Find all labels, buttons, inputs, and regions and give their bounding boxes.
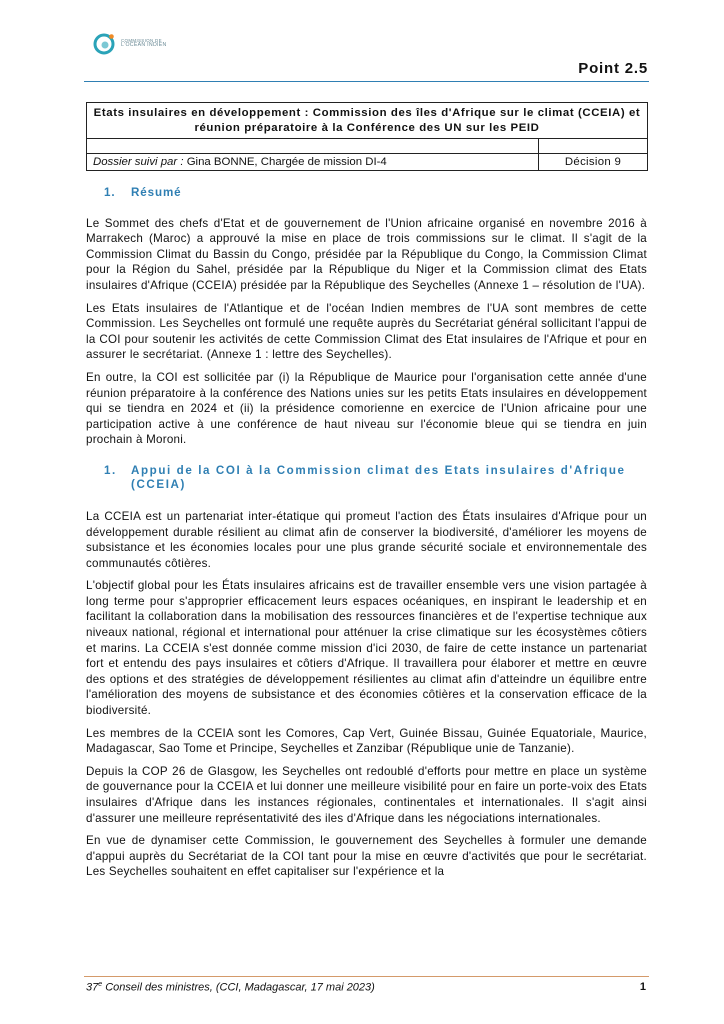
logo-text xyxy=(121,38,167,48)
coi-logo xyxy=(93,28,183,58)
header-divider xyxy=(84,81,649,82)
coi-logo-icon xyxy=(93,31,117,55)
section-title: Résumé xyxy=(131,186,182,199)
paragraph: En outre, la COI est sollicitée par (i) la République de Maurice pour l'organisation cette année d'une réunion préparatoire à la conférence des Nations unies sur les petits Etats insulaires en développement qui se tiendra en 2024 et (ii) la présidence comorienne en exercice de l'Union africaine pour une participation active à une conférence de haut niveau sur l'économie bleue qui se tiendra en juin prochain à Moroni. xyxy=(86,370,647,447)
section-number: 1. xyxy=(104,463,117,477)
footer-ordinal-sup: e xyxy=(98,981,103,988)
point-label: Point 2.5 xyxy=(578,60,648,77)
dossier-cell xyxy=(87,154,539,171)
meta-table xyxy=(86,102,648,171)
paragraph: La CCEIA est un partenariat inter-étatique qui promeut l'action des États insulaires d'Afrique pour un développement durable résilient au climat afin de conserver la biodiversité, d'améliorer les moyens de subsistance et les économies locales pour une plus grande sécurité sociale et environnementale des communautés côtières. xyxy=(86,509,647,570)
section-title: Appui de la COI à la Commission climat des Etats insulaires d'Afrique (CCEIA) xyxy=(131,463,626,492)
footer-ordinal: 37 xyxy=(86,981,99,994)
paragraph: Depuis la COP 26 de Glasgow, les Seychelles ont redoublé d'efforts pour mettre en place un système de gouvernance pour la CCEIA et lui donner une meilleure visibilité pour en faire un porte-voix des Etats insulaires d'Afrique dans les instances régionales, continentales et internationales. Il s'agit ainsi d'assurer une meilleure représentativité des iles d'Afrique dans les négociations internationales. xyxy=(86,764,647,825)
paragraph: Les membres de la CCEIA sont les Comores, Cap Vert, Guinée Bissau, Guinée Equatoriale, Maurice, Madagascar, Sao Tome et Principe, Seychelles et Zanzibar (République unie de Tanzanie). xyxy=(86,726,647,756)
footer-meeting: Conseil des ministres, (CCI, Madagascar, 17 mai 2023) xyxy=(102,981,375,994)
dossier-value: Gina BONNE, Chargée de mission DI-4 xyxy=(183,156,387,168)
logo-line1: COMMISSION DE xyxy=(121,38,162,43)
meta-dossier-row xyxy=(87,154,648,171)
meta-empty-row xyxy=(87,139,648,154)
section-heading-resume xyxy=(86,185,647,201)
logo-line2: L'OCÉAN INDIEN xyxy=(121,42,167,48)
paragraph: L'objectif global pour les États insulaires africains est de travailler ensemble vers une vision partagée à long terme pour s'approprier efficacement leurs espaces océaniques, en inspirant le leadership et en facilitant la collaboration dans la mobilisation des ressources financières et de l'expertise technique aux niveaux national, régional et international pour atténuer la crise climatique sur les écosystèmes côtiers et marins. La CCEIA s'est donnée comme mission d'ici 2030, de faire de cette instance un partenariat fort et entendu des pays insulaires et côtiers d'Afrique. Il travaillera pour élaborer et mettre en œuvre des options et des stratégies de développement résilientes au climat afin d'atteindre un équilibre entre l'amélioration des moyens de subsistance et des économies côtières et la conservation efficace de la biodiversité. xyxy=(86,579,647,718)
section-number: 1. xyxy=(104,186,116,199)
paragraph: Les Etats insulaires de l'Atlantique et de l'océan Indien membres de l'UA sont membres de cette Commission. Les Seychelles ont formulé une requête auprès du Secrétariat général sollicitant l'appui de la COI pour soutenir les activités de cette Commission Climat des Etat insulaires de l'Afrique et pour en assurer le secrétariat. (Annexe 1 : lettre des Seychelles). xyxy=(86,301,647,362)
footer-text xyxy=(86,981,375,994)
decision-number: Décision 9 xyxy=(539,154,648,171)
paragraph: Le Sommet des chefs d'Etat et de gouvernement de l'Union africaine organisé en novembre 2016 à Marrakech (Maroc) a approuvé la mise en place de trois commissions sur le climat. Il s'agit de la Commission Climat du Bassin du Congo, présidée par la République du Congo, la Commission Climat pour la Région du Sahel, présidée par la République du Niger et la Commission climat des Etats insulaires d'Afrique (CCEIA) présidée par la République des Seychelles (Annexe 1 – résolution de l'UA). xyxy=(86,216,647,292)
page-number: 1 xyxy=(639,981,646,993)
dossier-label: Dossier suivi par : xyxy=(93,156,184,168)
footer-divider xyxy=(84,976,649,977)
document-title: Etats insulaires en développement : Commission des îles d'Afrique sur le climat (CCEIA) et réunion préparatoire à la Conférence des UN sur les PEID xyxy=(87,103,648,139)
document-body xyxy=(86,185,647,880)
section-heading-appui xyxy=(86,464,647,493)
paragraph: En vue de dynamiser cette Commission, le gouvernement des Seychelles à formuler une demande d'appui auprès du Secrétariat de la COI tant pour la mise en œuvre d'activités que pour le secrétariat. Les Seychelles souhaitent en effet capitaliser sur l'expérience et la xyxy=(86,834,647,879)
